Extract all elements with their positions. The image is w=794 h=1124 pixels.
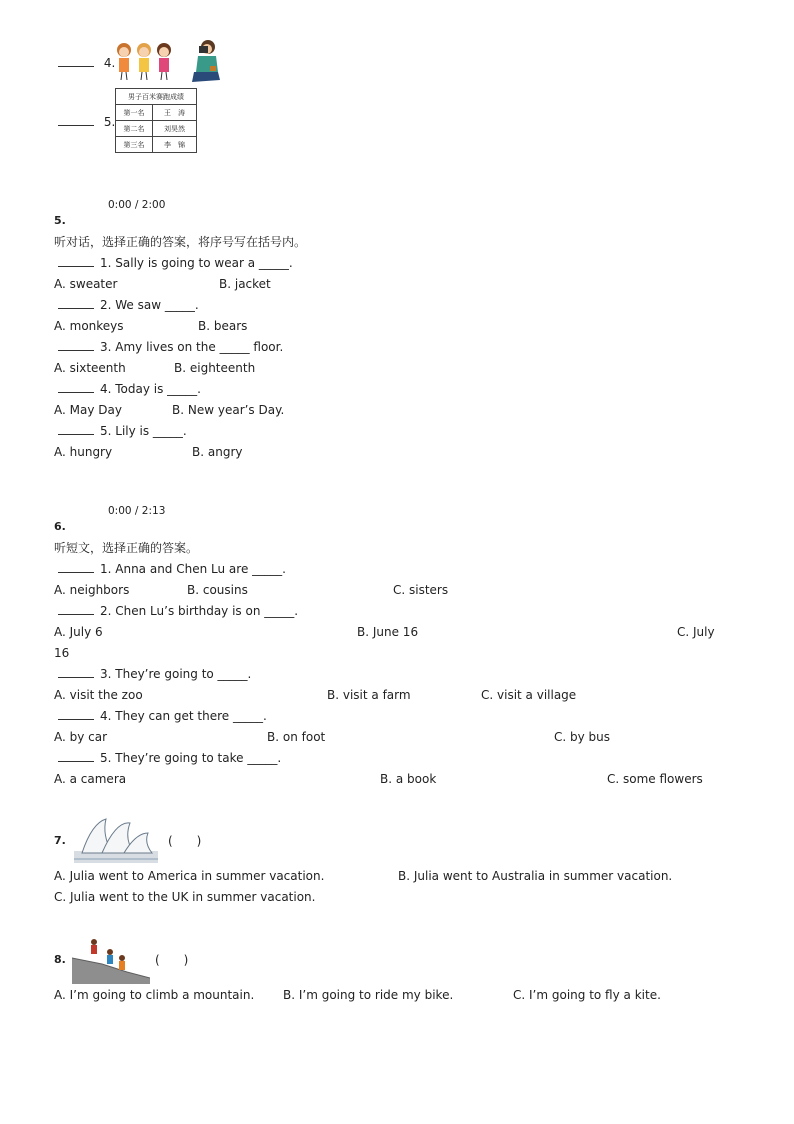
option-b: B. angry — [192, 445, 243, 459]
question-number: 6. — [54, 520, 66, 533]
question-stem: 5. Lily is _____. — [58, 423, 187, 439]
option-a: A. July 6 — [54, 625, 103, 639]
option-b: B. eighteenth — [174, 361, 256, 375]
option-b: B. June 16 — [357, 625, 419, 639]
option-b: B. a book — [380, 772, 437, 786]
q4-row — [58, 55, 115, 71]
option-b: B. I’m going to ride my bike. — [283, 988, 454, 1002]
answer-blank[interactable] — [58, 298, 94, 309]
option-c: C. some flowers — [607, 772, 703, 786]
option-c-continued: 16 — [54, 646, 70, 660]
option-c: C. Julia went to the UK in summer vacation. — [54, 890, 316, 904]
option-a: A. by car — [54, 730, 108, 744]
table-row: 第三名 李 锦 — [116, 137, 197, 153]
answer-blank[interactable] — [58, 604, 94, 615]
question-stem: 3. They’re going to _____. — [58, 666, 251, 682]
option-c: C. visit a village — [481, 688, 577, 702]
option-b: B. bears — [198, 319, 248, 333]
question-stem: 2. Chen Lu’s birthday is on _____. — [58, 603, 298, 619]
table-row: 第二名 刘昊然 — [116, 121, 197, 137]
instruction: 听短文，选择正确的答案。 — [54, 541, 199, 555]
audio-time[interactable]: 0:00 / 2:00 — [108, 199, 166, 211]
photographer-image — [188, 38, 224, 86]
option-a: A. sixteenth — [54, 361, 126, 375]
option-a: A. hungry — [54, 445, 113, 459]
table-title: 男子百米赛跑成绩 — [116, 89, 197, 105]
answer-blank[interactable] — [58, 340, 94, 351]
option-a: A. Julia went to America in summer vacation. — [54, 869, 325, 883]
option-b: B. New year’s Day. — [172, 403, 285, 417]
answer-blank[interactable] — [58, 256, 94, 267]
question-stem: 5. They’re going to take _____. — [58, 750, 281, 766]
option-a: A. I’m going to climb a mountain. — [54, 988, 255, 1002]
table-row: 第一名 王 涛 — [116, 105, 197, 121]
answer-parentheses[interactable]: ( ) — [168, 834, 202, 848]
question-stem: 3. Amy lives on the _____ floor. — [58, 339, 283, 355]
option-a: A. monkeys — [54, 319, 124, 333]
answer-blank[interactable] — [58, 115, 94, 126]
option-b: B. jacket — [219, 277, 271, 291]
instruction: 听对话，选择正确的答案，将序号写在括号内。 — [54, 235, 307, 249]
option-a: A. visit the zoo — [54, 688, 143, 702]
three-girls-image — [112, 40, 178, 82]
option-c: C. I’m going to fly a kite. — [513, 988, 661, 1002]
option-c: C. by bus — [554, 730, 611, 744]
opera-house-image — [72, 815, 160, 865]
answer-blank[interactable] — [58, 424, 94, 435]
question-number: 5. — [54, 214, 66, 227]
option-c: C. sisters — [393, 583, 449, 597]
mountain-climbing-image — [72, 934, 150, 984]
audio-time[interactable]: 0:00 / 2:13 — [108, 505, 166, 517]
question-stem: 2. We saw _____. — [58, 297, 199, 313]
answer-blank[interactable] — [58, 709, 94, 720]
option-a: A. May Day — [54, 403, 122, 417]
answer-blank[interactable] — [58, 562, 94, 573]
answer-blank[interactable] — [58, 56, 94, 67]
option-a: A. a camera — [54, 772, 127, 786]
question-number: 7. — [54, 834, 66, 847]
option-b: B. on foot — [267, 730, 326, 744]
answer-blank[interactable] — [58, 751, 94, 762]
question-stem: 4. They can get there _____. — [58, 708, 267, 724]
question-stem: 1. Anna and Chen Lu are _____. — [58, 561, 286, 577]
answer-parentheses[interactable]: ( ) — [155, 953, 189, 967]
q5-row — [58, 114, 115, 130]
question-stem: 4. Today is _____. — [58, 381, 201, 397]
q4-number: 4. — [103, 56, 116, 70]
option-a: A. neighbors — [54, 583, 130, 597]
answer-blank[interactable] — [58, 382, 94, 393]
question-stem: 1. Sally is going to wear a _____. — [58, 255, 293, 271]
option-b: B. cousins — [187, 583, 248, 597]
answer-blank[interactable] — [58, 667, 94, 678]
option-b: B. Julia went to Australia in summer vacation. — [398, 869, 673, 883]
option-a: A. sweater — [54, 277, 118, 291]
option-c: C. July — [677, 625, 715, 639]
option-b: B. visit a farm — [327, 688, 411, 702]
question-number: 8. — [54, 953, 66, 966]
race-results-table — [115, 88, 197, 153]
q5-number: 5. — [103, 115, 116, 129]
